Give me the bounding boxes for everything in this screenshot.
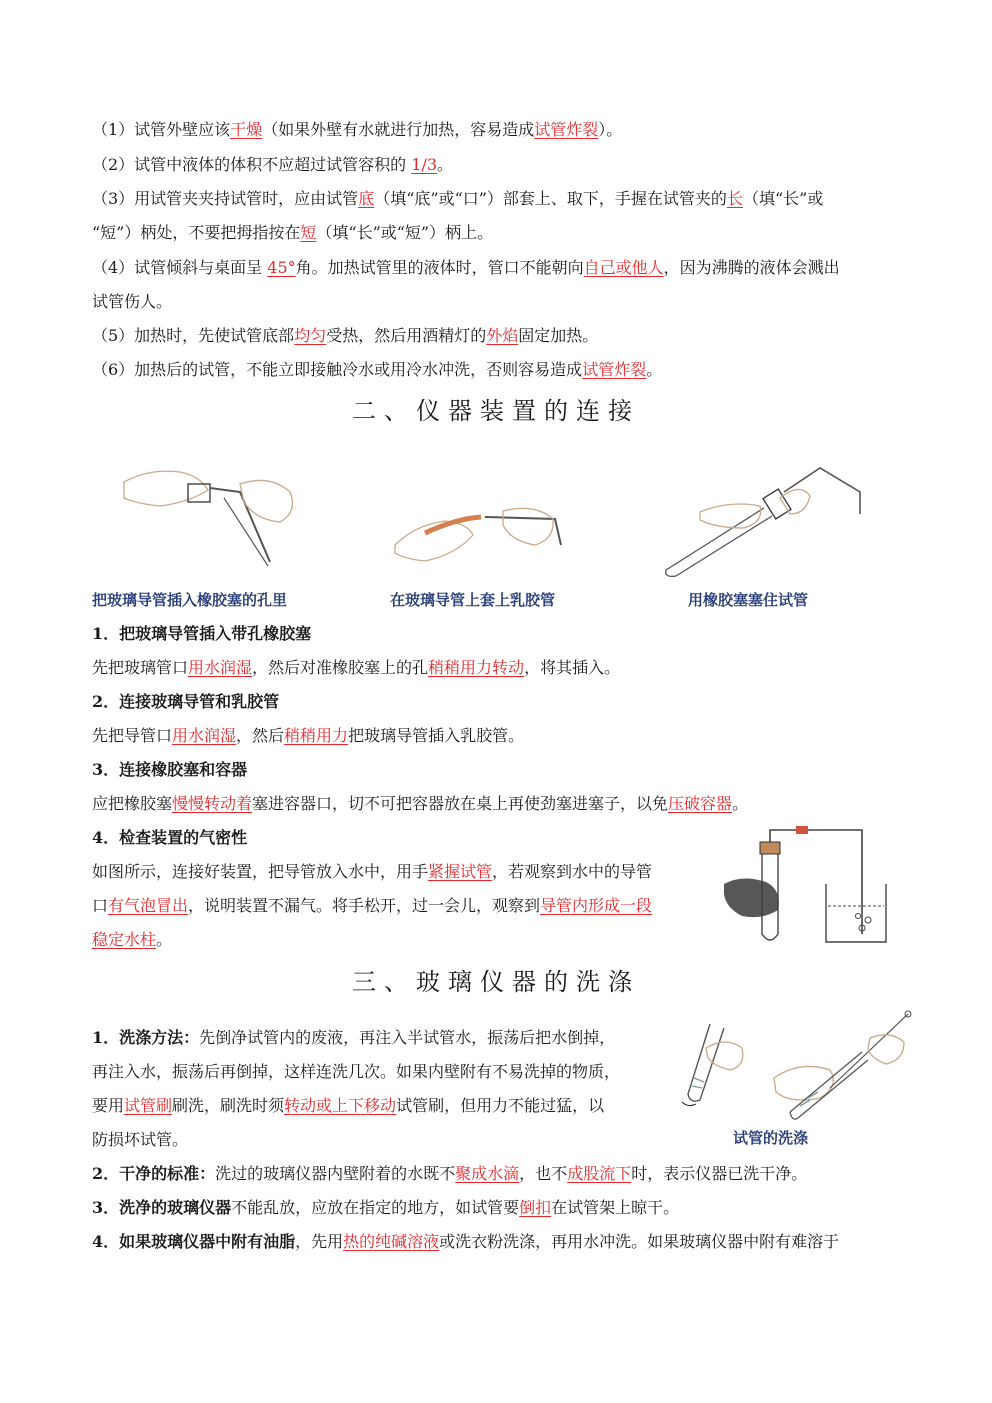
figure-caption: 试管的洗涤 xyxy=(733,1129,809,1147)
bold-label: 4．如果玻璃仪器中附有油脂 xyxy=(92,1232,296,1251)
text: 先把导管口 xyxy=(92,726,173,745)
text: （3）用试管夹夹持试管时，应由试管 xyxy=(92,189,359,208)
text: 口 xyxy=(92,896,109,915)
clean-storage xyxy=(92,1198,679,1218)
text: ，先用 xyxy=(295,1232,344,1251)
subheading-2: 2．连接玻璃导管和乳胶管 xyxy=(92,692,280,711)
text: ）。 xyxy=(598,120,623,139)
answer-blank: 底 xyxy=(358,189,375,208)
answer-blank: 成股流下 xyxy=(567,1164,632,1183)
text: ，然后对准橡胶塞上的孔 xyxy=(252,658,429,677)
answer-blank: 试管炸裂 xyxy=(534,120,599,139)
text: 洗过的玻璃仪器内壁附着的水既不 xyxy=(215,1164,456,1183)
text: ，因为沸腾的液体会溅出 xyxy=(663,258,840,277)
subheading-4: 4．检查装置的气密性 xyxy=(92,828,248,847)
answer-blank: 压破容器 xyxy=(668,794,733,813)
text: 。 xyxy=(646,360,663,379)
bold-label: 2．干净的标准： xyxy=(92,1164,216,1183)
item-5 xyxy=(92,326,598,346)
grease-removal xyxy=(92,1232,839,1252)
subheading-1: 1．把玻璃导管插入带孔橡胶塞 xyxy=(92,624,312,643)
text: 时，表示仪器已洗干净。 xyxy=(631,1164,808,1183)
text: 塞进容器口，切不可把容器放在桌上再使劲塞进塞子，以免 xyxy=(252,794,669,813)
text: 。 xyxy=(156,930,173,949)
text: ，说明装置不漏气。将手松开，过一会儿，观察到 xyxy=(188,896,541,915)
answer-blank: 稍稍用力 xyxy=(284,726,349,745)
text: 试管刷，但用力不能过猛，以 xyxy=(396,1096,605,1115)
answer-blank: 外焰 xyxy=(486,326,519,345)
wash-method-line-4 xyxy=(92,1130,188,1150)
text: ，若观察到水中的导管 xyxy=(492,862,653,881)
subheading-3: 3．连接橡胶塞和容器 xyxy=(92,760,248,779)
text: 。 xyxy=(437,155,454,174)
answer-blank: 均匀 xyxy=(294,326,327,345)
text: ，然后 xyxy=(236,726,285,745)
text: ，将其插入。 xyxy=(524,658,621,677)
text: （如果外壁有水就进行加热，容易造成 xyxy=(262,120,535,139)
answer-blank: 45° xyxy=(267,258,296,277)
answer-blank: 倒扣 xyxy=(519,1198,552,1217)
text: 角。加热试管里的液体时，管口不能朝向 xyxy=(295,258,584,277)
item-6 xyxy=(92,360,662,380)
item-3-line-1 xyxy=(92,189,823,209)
text: 试管伤人。 xyxy=(92,292,173,311)
text: （4）试管倾斜与桌面呈 xyxy=(92,258,268,277)
section-heading-2: 二、仪器装置的连接 xyxy=(352,397,640,425)
item-3-line-2 xyxy=(92,223,493,243)
paragraph-4-line-2 xyxy=(92,896,652,916)
answer-blank: 用水润湿 xyxy=(172,726,237,745)
text: ，也不 xyxy=(519,1164,568,1183)
text: 不能乱放，应放在指定的地方，如试管要 xyxy=(231,1198,520,1217)
text: 在试管架上晾干。 xyxy=(551,1198,680,1217)
clean-standard xyxy=(92,1164,807,1184)
answer-blank: 导管内形成一段 xyxy=(540,896,653,915)
answer-blank: 热的纯碱溶液 xyxy=(343,1232,440,1251)
text: “短”）柄处，不要把拇指按在 xyxy=(92,223,301,242)
section-heading-3: 三、玻璃仪器的洗涤 xyxy=(352,968,640,996)
answer-blank: 紧握试管 xyxy=(428,862,493,881)
text: 先把玻璃管口 xyxy=(92,658,189,677)
answer-blank: 自己或他人 xyxy=(583,258,664,277)
answer-blank: 试管炸裂 xyxy=(582,360,647,379)
text: （填“长”或“短”）柄上。 xyxy=(316,223,494,242)
text: 应把橡胶塞 xyxy=(92,794,173,813)
text: 如图所示，连接好装置，把导管放入水中，用手 xyxy=(92,862,429,881)
answer-blank: 聚成水滴 xyxy=(455,1164,520,1183)
text: 受热，然后用酒精灯的 xyxy=(326,326,487,345)
text: 把玻璃导管插入乳胶管。 xyxy=(348,726,525,745)
paragraph-4-line-3 xyxy=(92,930,172,950)
paragraph-2 xyxy=(92,726,524,746)
answer-blank: 长 xyxy=(726,189,743,208)
answer-blank: 干燥 xyxy=(230,120,263,139)
answer-blank: 稍稍用力转动 xyxy=(428,658,525,677)
figure-attach-rubber-tube xyxy=(385,475,595,575)
paragraph-3 xyxy=(92,794,748,814)
figure-airtightness-check xyxy=(722,824,892,949)
answer-blank: 慢慢转动着 xyxy=(172,794,253,813)
figure-caption: 把玻璃导管插入橡胶塞的孔里 xyxy=(92,591,288,609)
text: 固定加热。 xyxy=(518,326,599,345)
answer-blank: 试管刷 xyxy=(124,1096,173,1115)
item-2 xyxy=(92,155,453,175)
text: 要用 xyxy=(92,1096,125,1115)
wash-method-line-2 xyxy=(92,1062,620,1082)
answer-blank: 用水润湿 xyxy=(188,658,253,677)
text: 再注入水，振荡后再倒掉，这样连洗几次。如果内壁附有不易洗掉的物质， xyxy=(92,1062,621,1081)
figure-insert-tube-into-stopper xyxy=(120,462,330,572)
item-4-line-2 xyxy=(92,292,172,312)
figure-test-tube-washing xyxy=(680,1008,920,1120)
answer-blank: 稳定水柱 xyxy=(92,930,157,949)
answer-blank: 短 xyxy=(300,223,317,242)
text: （1）试管外壁应该 xyxy=(92,120,231,139)
figure-stopper-into-test-tube xyxy=(660,462,870,577)
item-4-line-1 xyxy=(92,258,840,278)
text: （填“底”或“口”）部套上、取下，手握在试管夹的 xyxy=(374,189,727,208)
text: 刷洗，刷洗时须 xyxy=(172,1096,285,1115)
paragraph-4-line-1 xyxy=(92,862,652,882)
text: （6）加热后的试管，不能立即接触冷水或用冷水冲洗，否则容易造成 xyxy=(92,360,583,379)
item-1 xyxy=(92,120,622,140)
text: （填“长”或 xyxy=(742,189,824,208)
wash-method-line-3 xyxy=(92,1096,604,1116)
text: 或洗衣粉洗涤，再用水冲洗。如果玻璃仪器中附有难溶于 xyxy=(439,1232,840,1251)
answer-blank: 转动或上下移动 xyxy=(284,1096,397,1115)
text: （2）试管中液体的体积不应超过试管容积的 xyxy=(92,155,412,174)
paragraph-1 xyxy=(92,658,620,678)
figure-caption: 用橡胶塞塞住试管 xyxy=(688,591,809,609)
answer-blank: 1/3 xyxy=(411,155,438,174)
wash-method-line-1 xyxy=(92,1028,615,1048)
bold-label: 3．洗净的玻璃仪器 xyxy=(92,1198,232,1217)
text: （5）加热时，先使试管底部 xyxy=(92,326,295,345)
text: 先倒净试管内的废液，再注入半试管水，振荡后把水倒掉， xyxy=(199,1028,616,1047)
bold-label: 1．洗涤方法： xyxy=(92,1028,200,1047)
text: 防损坏试管。 xyxy=(92,1130,189,1149)
figure-caption: 在玻璃导管上套上乳胶管 xyxy=(390,591,556,609)
text: 。 xyxy=(732,794,749,813)
answer-blank: 有气泡冒出 xyxy=(108,896,189,915)
